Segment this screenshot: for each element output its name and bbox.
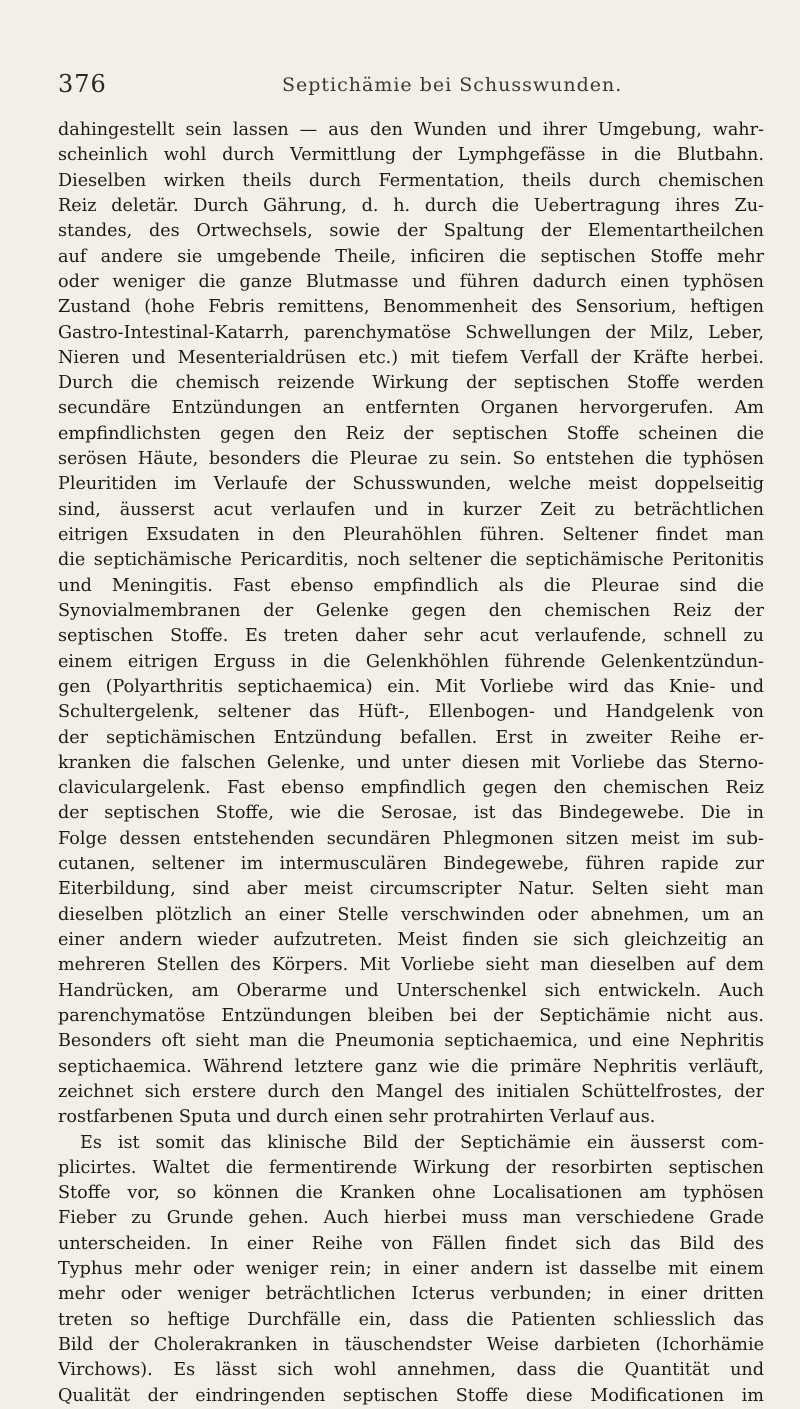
text-line: Gastro-Intestinal-Katarrh, parenchymatöse Schwellungen der Milz, Leber, (58, 322, 764, 343)
text-line: scheinlich wohl durch Vermittlung der Lymphgefässe in die Blutbahn. (58, 145, 764, 166)
text-line: eitrigen Exsudaten in den Pleurahöhlen führen. Seltener findet man (58, 525, 764, 545)
text-line: treten so heftige Durchfälle ein, dass die Patienten schliesslich das (58, 1309, 764, 1330)
text-line: plicirtes. Waltet die fermentirende Wirkung der resorbirten septischen (58, 1157, 764, 1178)
text-line: Synovialmembranen der Gelenke gegen den chemischen Reiz der (58, 600, 764, 621)
text-line: mehr oder weniger beträchtlichen Icterus verbunden; in einer dritten (58, 1284, 764, 1305)
text-line: Folge dessen entstehenden secundären Phlegmonen sitzen meist im sub- (58, 828, 764, 849)
text-line: Pleuritiden im Verlaufe der Schusswunden, welche meist doppelseitig (58, 474, 764, 495)
text-line: sind, äusserst acut verlaufen und in kurzer Zeit zu beträchtlichen (58, 499, 764, 520)
text-line: gen (Polyarthritis septichaemica) ein. Mit Vorliebe wird das Knie- und (58, 676, 764, 697)
text-line: cutanen, seltener im intermusculären Bindegewebe, führen rapide zur (58, 854, 764, 875)
text-line: Schultergelenk, seltener das Hüft-, Ellenbogen- und Handgelenk von (58, 702, 764, 723)
text-line: der septischen Stoffe, wie die Serosae, ist das Bindegewebe. Die in (58, 803, 764, 824)
text-line: Reiz deletär. Durch Gährung, d. h. durch die Uebertragung ihres Zu- (58, 195, 764, 216)
text-line: die septichämische Pericarditis, noch seltener die septichämische Peritonitis (58, 550, 764, 571)
text-line: empfindlichsten gegen den Reiz der septischen Stoffe scheinen die (58, 423, 764, 444)
text-line: und Meningitis. Fast ebenso empfindlich als die Pleurae sind die (58, 575, 764, 596)
text-line: Virchows). Es lässt sich wohl annehmen, dass die Quantität und (58, 1360, 764, 1381)
text-line: standes, des Ortwechsels, sowie der Spaltung der Elementartheilchen (58, 221, 764, 242)
running-title: Septichämie bei Schusswunden. (282, 74, 623, 96)
text-line: Nieren und Mesenterialdrüsen etc.) mit tiefem Verfall der Kräfte herbei. (58, 347, 764, 368)
text-line: Fieber zu Grunde gehen. Auch hierbei muss man verschiedene Grade (58, 1208, 764, 1229)
text-line: zeichnet sich erstere durch den Mangel des initialen Schüttelfrostes, der (58, 1081, 764, 1102)
text-line: Eiterbildung, sind aber meist circumscripter Natur. Selten sieht man (58, 879, 764, 900)
text-line: secundäre Entzündungen an entfernten Organen hervorgerufen. Am (58, 398, 764, 419)
text-line: einer andern wieder aufzutreten. Meist finden sie sich gleichzeitig an (58, 930, 764, 950)
text-line: parenchymatöse Entzündungen bleiben bei der Septichämie nicht aus. (58, 1005, 764, 1026)
text-line: mehreren Stellen des Körpers. Mit Vorliebe sieht man dieselben auf dem (58, 955, 764, 976)
text-line: dieselben plötzlich an einer Stelle verschwinden oder abnehmen, um an (58, 904, 764, 925)
text-line: rostfarbenen Sputa und durch einen sehr protrahirten Verlauf aus. (58, 1107, 656, 1128)
text-line: Qualität der eindringenden septischen Stoffe diese Modificationen im (58, 1385, 764, 1406)
text-line: serösen Häute, besonders die Pleurae zu sein. So entstehen die typhösen (58, 449, 764, 470)
text-line: dahingestellt sein lassen — aus den Wunden und ihrer Umgebung, wahr- (58, 120, 764, 140)
page-number: 376 (58, 70, 107, 98)
text-line: Es ist somit das klinische Bild der Septichämie ein äusserst com- (80, 1132, 764, 1153)
text-line: Dieselben wirken theils durch Fermentation, theils durch chemischen (58, 170, 764, 191)
text-line: der septichämischen Entzündung befallen. Erst in zweiter Reihe er- (58, 727, 764, 748)
text-line: septichaemica. Während letztere ganz wie die primäre Nephritis verläuft, (58, 1056, 764, 1077)
text-line: septischen Stoffe. Es treten daher sehr acut verlaufende, schnell zu (58, 626, 764, 647)
text-line: claviculargelenk. Fast ebenso empfindlich gegen den chemischen Reiz (58, 778, 764, 799)
text-line: Stoffe vor, so können die Kranken ohne Localisationen am typhösen (58, 1183, 764, 1204)
text-line: einem eitrigen Erguss in die Gelenkhöhlen führende Gelenkentzündun- (58, 651, 764, 672)
text-line: oder weniger die ganze Blutmasse und führen dadurch einen typhösen (58, 271, 764, 292)
text-line: Typhus mehr oder weniger rein; in einer andern ist dasselbe mit einem (58, 1259, 764, 1280)
text-line: Besonders oft sieht man die Pneumonia septichaemica, und eine Nephritis (58, 1031, 764, 1052)
body-text (58, 118, 764, 1409)
text-line: kranken die falschen Gelenke, und unter diesen mit Vorliebe das Sterno- (58, 752, 764, 773)
text-line: Handrücken, am Oberarme und Unterschenkel sich entwickeln. Auch (58, 980, 764, 1001)
text-line: Zustand (hohe Febris remittens, Benommenheit des Sensorium, heftigen (58, 297, 764, 318)
text-line: unterscheiden. In einer Reihe von Fällen findet sich das Bild des (58, 1233, 764, 1254)
text-line: auf andere sie umgebende Theile, inficiren die septischen Stoffe mehr (58, 246, 764, 267)
text-line: Bild der Cholerakranken in täuschendster Weise darbieten (Ichorhämie (58, 1335, 764, 1355)
text-line: Durch die chemisch reizende Wirkung der septischen Stoffe werden (58, 373, 764, 394)
